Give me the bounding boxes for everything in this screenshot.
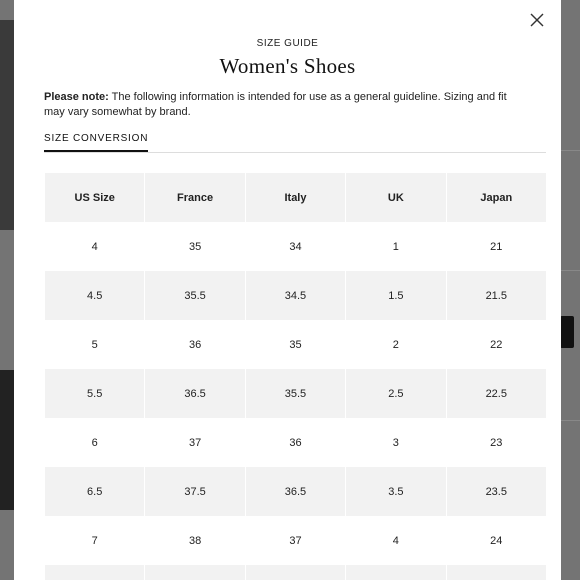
table-cell: 36.5 xyxy=(246,467,345,516)
column-header: UK xyxy=(346,173,445,222)
table-cell: 36.5 xyxy=(145,369,244,418)
table-cell: 5.5 xyxy=(45,369,144,418)
table-cell: 4 xyxy=(45,222,144,271)
table-cell: 21 xyxy=(447,222,546,271)
table-cell: 3 xyxy=(346,418,445,467)
table-cell: 34 xyxy=(246,222,345,271)
table-cell: 37.5 xyxy=(145,467,244,516)
column-header: US Size xyxy=(45,173,144,222)
tab-size-conversion[interactable]: SIZE CONVERSION xyxy=(44,133,148,152)
table-cell: 34.5 xyxy=(246,271,345,320)
note-label: Please note: xyxy=(44,91,109,103)
table-cell: 21.5 xyxy=(447,271,546,320)
table-row xyxy=(45,222,546,271)
guideline-note xyxy=(44,90,524,120)
table-cell: 36 xyxy=(145,320,244,369)
table-cell: 6.5 xyxy=(45,467,144,516)
modal-eyebrow: SIZE GUIDE xyxy=(256,38,319,49)
table-cell: 36 xyxy=(246,418,345,467)
table-cell: 22 xyxy=(447,320,546,369)
table-cell: 37 xyxy=(145,418,244,467)
table-cell: 35 xyxy=(246,320,345,369)
table-cell: 38 xyxy=(145,516,244,565)
table-cell: 23.5 xyxy=(447,467,546,516)
table-cell: 4.5 xyxy=(45,271,144,320)
background-divider xyxy=(560,150,580,151)
table-row xyxy=(45,418,546,467)
table-cell: 22.5 xyxy=(447,369,546,418)
background-photo xyxy=(0,20,14,230)
table-cell: 2.5 xyxy=(346,369,445,418)
background-divider xyxy=(560,270,580,271)
table-cell: 24 xyxy=(447,516,546,565)
column-header: Italy xyxy=(246,173,345,222)
background-divider xyxy=(560,420,580,421)
table-cell: 6 xyxy=(45,418,144,467)
size-table-container xyxy=(44,173,547,580)
note-text: The following information is intended for use as a general guideline. Sizing and fit may vary somewhat by brand. xyxy=(44,91,507,118)
table-cell: 1.5 xyxy=(346,271,445,320)
table-cell: 23 xyxy=(447,418,546,467)
size-guide-modal xyxy=(14,0,561,580)
table-cell: 1 xyxy=(346,222,445,271)
close-icon xyxy=(529,12,545,28)
table-row-partial xyxy=(45,565,546,580)
table-cell: 35.5 xyxy=(246,369,345,418)
background-photo xyxy=(0,370,14,510)
tab-divider xyxy=(44,152,546,153)
close-button[interactable] xyxy=(529,12,545,28)
size-conversion-table xyxy=(44,173,547,580)
table-cell: 35.5 xyxy=(145,271,244,320)
table-row xyxy=(45,320,546,369)
table-header-row xyxy=(45,173,546,222)
table-row xyxy=(45,369,546,418)
table-row xyxy=(45,467,546,516)
column-header: Japan xyxy=(447,173,546,222)
table-cell: 37 xyxy=(246,516,345,565)
modal-title: Women's Shoes xyxy=(219,54,356,78)
table-row xyxy=(45,271,546,320)
background-button xyxy=(560,316,574,348)
table-row xyxy=(45,516,546,565)
table-cell: 4 xyxy=(346,516,445,565)
table-cell: 3.5 xyxy=(346,467,445,516)
table-cell: 5 xyxy=(45,320,144,369)
table-cell: 35 xyxy=(145,222,244,271)
column-header: France xyxy=(145,173,244,222)
table-cell: 2 xyxy=(346,320,445,369)
table-cell: 7 xyxy=(45,516,144,565)
